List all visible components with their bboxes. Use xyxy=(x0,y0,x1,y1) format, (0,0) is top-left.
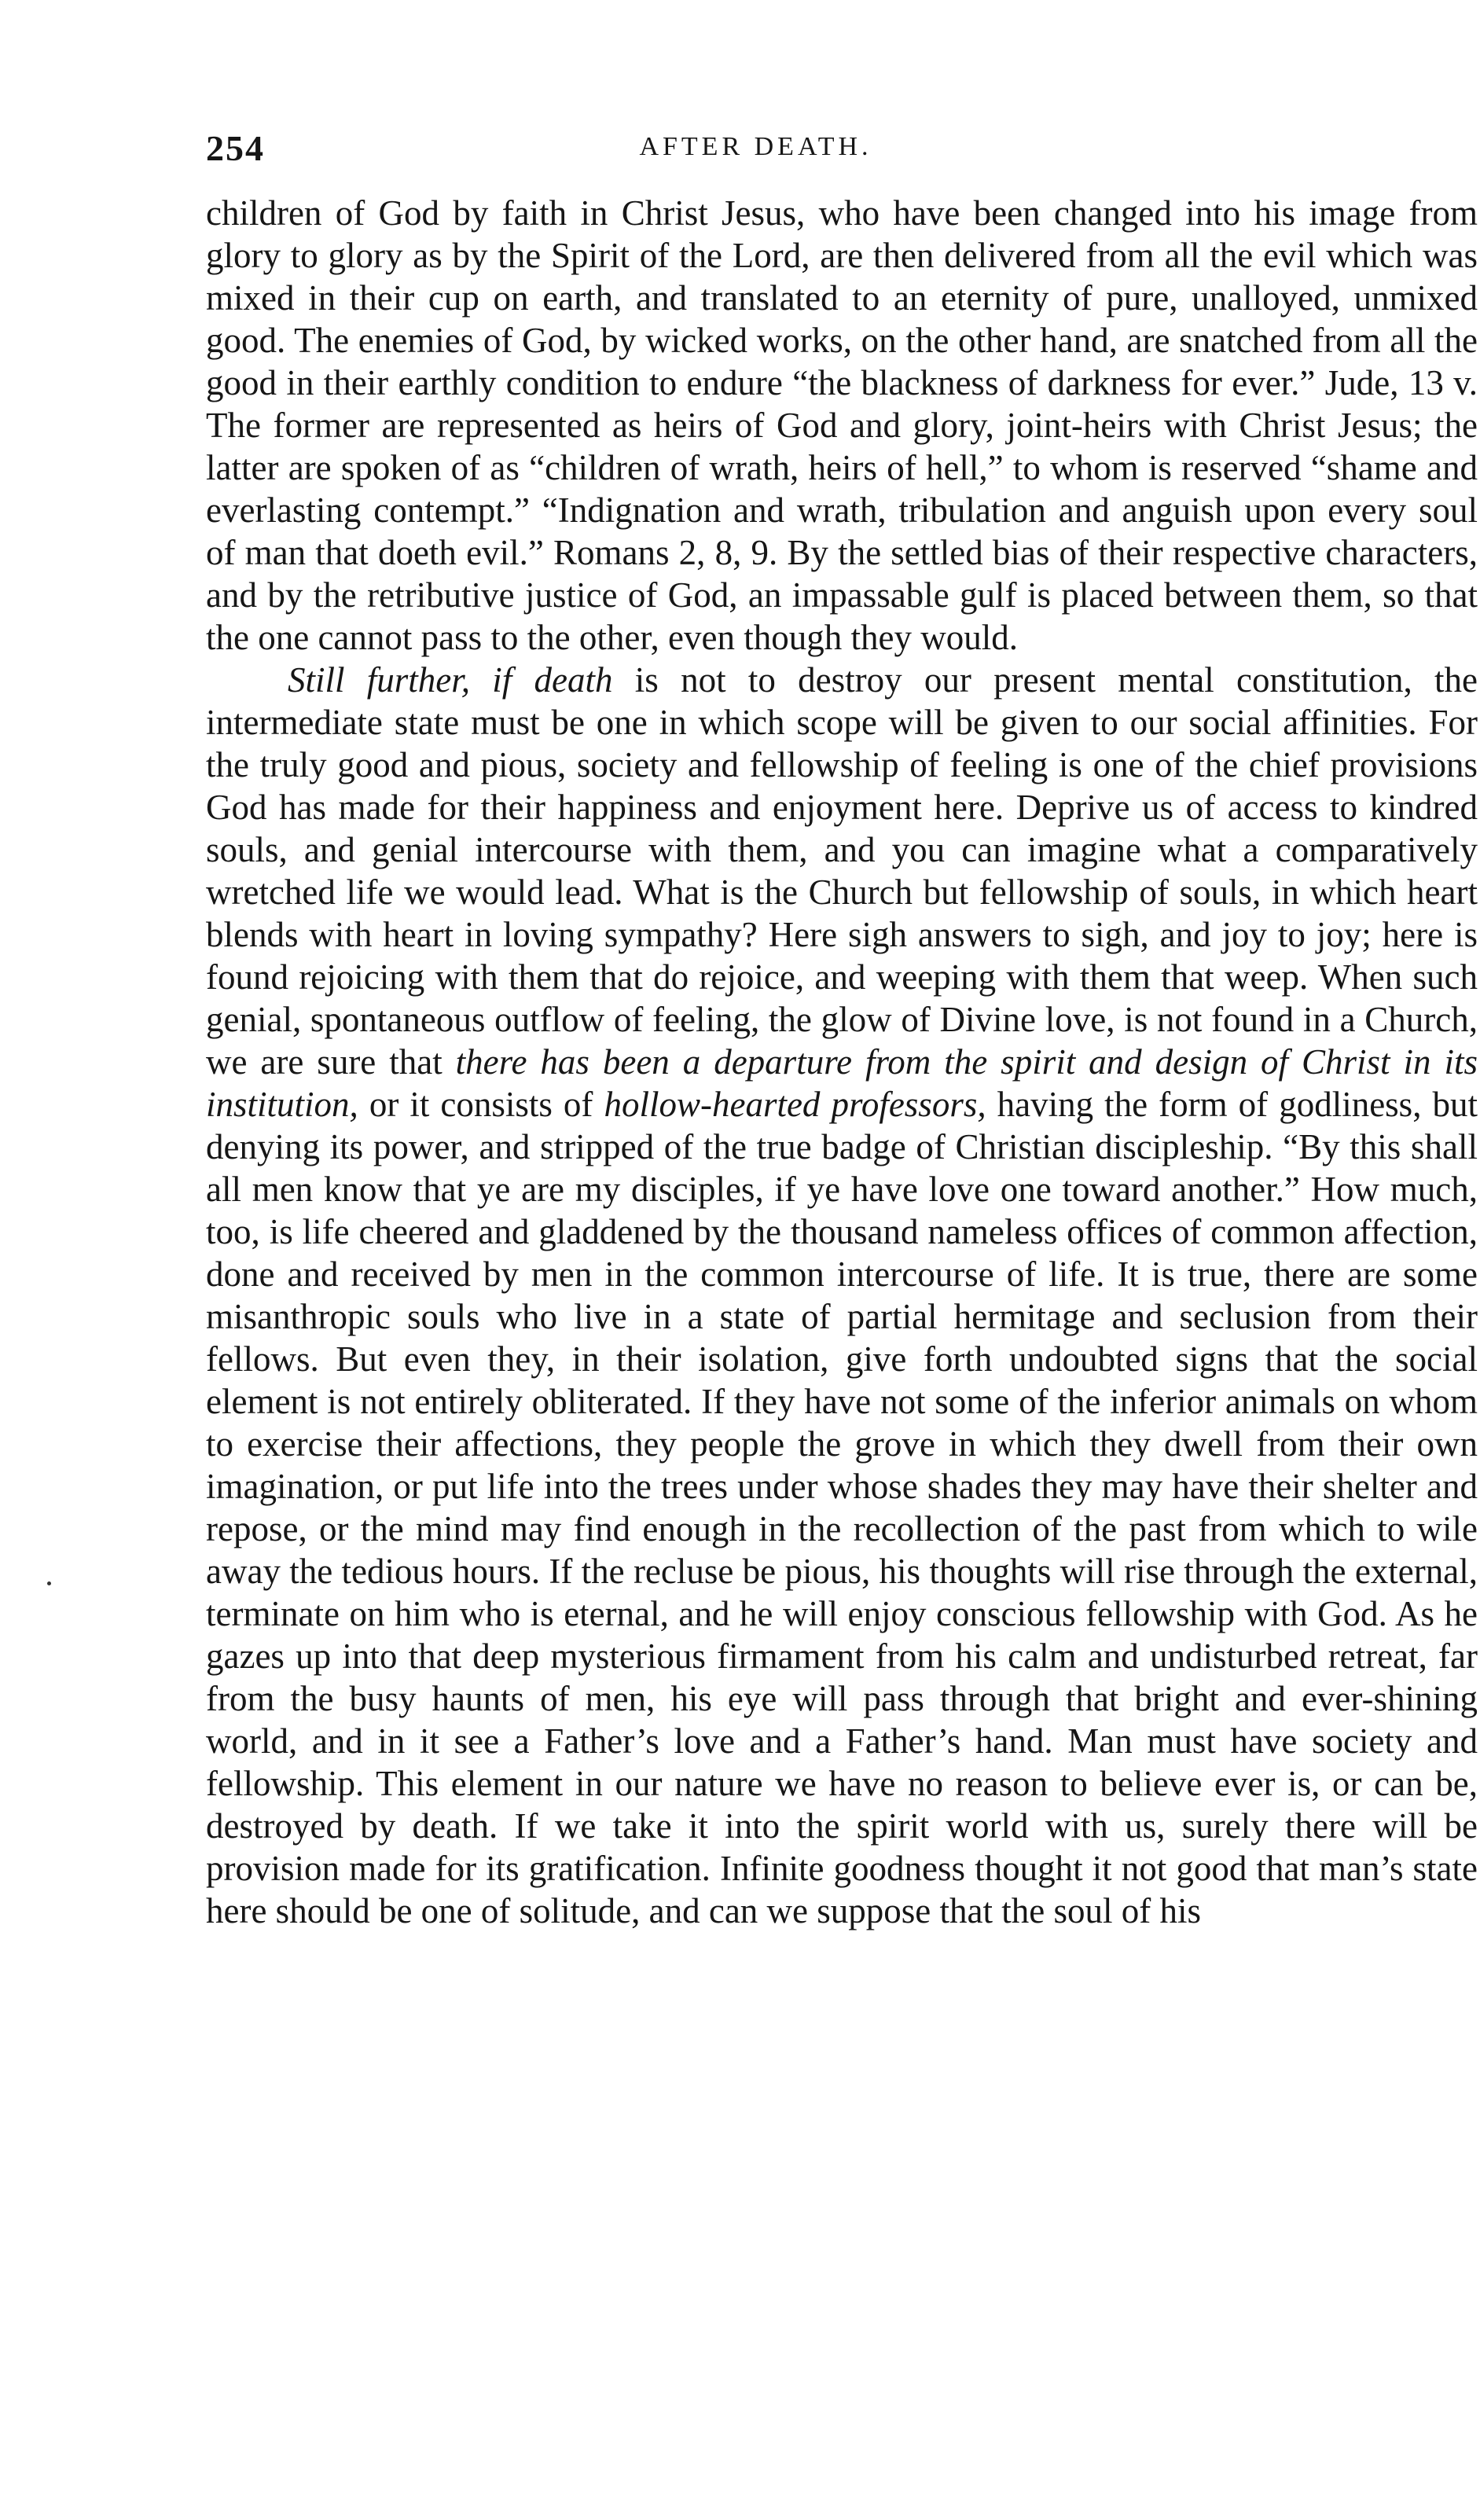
paragraph-2-italic-professors: hollow-hearted professors, xyxy=(604,1085,986,1124)
running-head: AFTER DEATH. xyxy=(639,132,872,161)
paragraph-1: children of God by faith in Christ Jesus, who have been changed into his image from glory to glory as by the Spirit of the Lord, are then delivered from all the evil which was mixed in their cup on earth, and translated to an eternity of pure, unalloyed, unmixed good. The enemies of God, by wicked works, on the other hand, are snatched from all the good in their earthly condition to endure “the blackness of darkness for ever.” Jude, 13 v. The former are represented as heirs of God and glory, joint-heirs with Christ Jesus; the latter are spoken of as “children of wrath, heirs of hell,” to whom is reserved “shame and everlasting contempt.” “Indignation and wrath, tribulation and anguish upon every soul of man that doeth evil.” Romans 2, 8, 9. By the settled bias of their respective characters, and by the retributive justice of God, an impassable gulf is placed between them, so that the one cannot pass to the other, even though they would. xyxy=(206,193,1478,657)
paragraph-2-text-c: having the form of godliness, but denying its power, and stripped of the true badge of Christian discipleship. “By this shall all men know that ye are my disciples, if ye have love one toward another.” How much, too, is life cheered and gladdened by the thousand nameless offices of common affection, done and received by men in the common intercourse of life. It is true, there are some misanthropic souls who live in a state of partial hermitage and seclusion from their fellows. But even they, in their isolation, give forth undoubted signs that the social element is not entirely obliterated. If they have not some of the inferior animals on whom to exercise their affections, they people the grove in which they dwell from their own imagination, or put life into the trees under whose shades they may have their shelter and repose, or the mind may find enough in the recollection of the past from which to wile away the tedious hours. If the recluse be pious, his thoughts will rise through the external, terminate on him who is eternal, and he will enjoy conscious fellowship with God. As he gazes up into that deep mysterious firmament from his calm and undisturbed retreat, far from the busy haunts of men, his eye will pass through that bright and ever-shining world, and in it see a Father’s love and a Father’s hand. Man must have society and fellowship. This element in our nature we have no reason to believe ever is, or can be, destroyed by death. If we take it into the spirit world with us, surely there will be provision made for its gratification. Infinite goodness thought it not good that man’s state here should be one of solitude, and can we suppose that the soul of his xyxy=(206,1085,1478,1930)
paragraph-2-italic-phrase: there has been a departure from the spirit and design of Christ in its institution, xyxy=(206,1042,1478,1124)
body-text xyxy=(206,192,1478,1932)
margin-speck xyxy=(47,1581,51,1585)
paragraph-2-text-a: is not to destroy our present mental constitution, the intermediate state must be one in which scope will be given to our social affinities. For the truly good and pious, society and fellowship of feeling is one of the chief provisions God has made for their happiness and enjoyment here. Deprive us of access to kindred souls, and genial intercourse with them, and you can imagine what a comparatively wretched life we would lead. What is the Church but fellowship of souls, in which heart blends with heart in loving sympathy? Here sigh answers to sigh, and joy to joy; here is found rejoicing with them that do rejoice, and weeping with them that weep. When such genial, spontaneous outflow of feeling, the glow of Divine love, is not found in a Church, we are sure that xyxy=(206,660,1478,1082)
page-number: 254 xyxy=(206,128,265,168)
paragraph-2-lead: Still further, if death xyxy=(288,660,613,700)
paragraph-2-text-b: or it consists of xyxy=(358,1085,604,1124)
paragraph-2 xyxy=(206,659,1478,1932)
